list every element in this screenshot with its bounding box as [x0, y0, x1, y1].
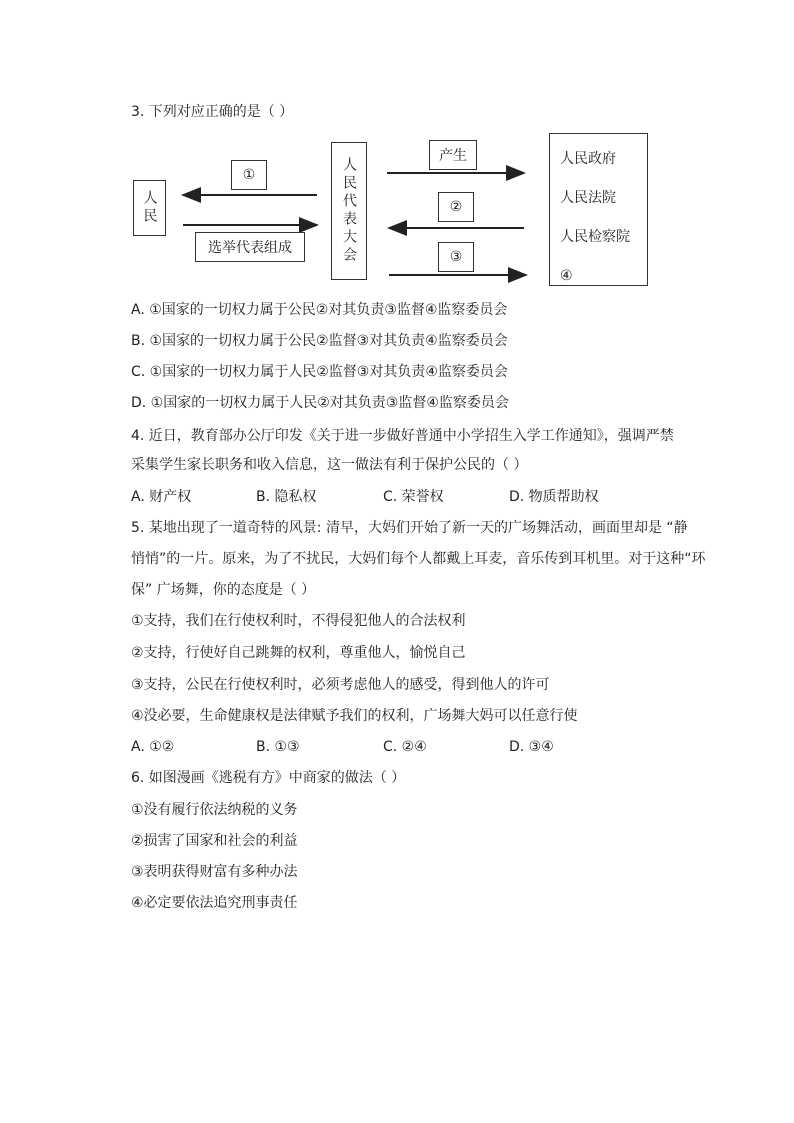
q5-item-1: ①支持，我们在行使权利时，不得侵犯他人的合法权利	[131, 613, 466, 629]
q5-stem-line1: 5. 某地出现了一道奇特的风景: 清早，大妈们开始了新一天的广场舞活动，画面里却是 “静	[131, 520, 688, 536]
q3-option-d[interactable]: D. ①国家的一切权力属于人民②对其负责③监督④监察委员会	[131, 395, 509, 411]
label-2-box: ②	[438, 192, 474, 222]
q4-option-d[interactable]: D. 物质帮助权	[509, 489, 599, 505]
q6-item-1: ①没有履行依法纳税的义务	[131, 802, 298, 818]
q4-option-a[interactable]: A. 财产权	[131, 489, 192, 505]
q6-stem: 6. 如图漫画《逃税有方》中商家的做法（ ）	[131, 770, 406, 786]
q5-option-c[interactable]: C. ②④	[383, 739, 427, 755]
q5-option-b[interactable]: B. ①③	[256, 739, 300, 755]
state-organs-box	[549, 133, 648, 286]
q3-option-a[interactable]: A. ①国家的一切权力属于公民②对其负责③监督④监察委员会	[131, 302, 508, 318]
org-court: 人民法院	[560, 190, 616, 206]
label-3-box: ③	[438, 242, 474, 272]
q3-option-b[interactable]: B. ①国家的一切权力属于公民②监督③对其负责④监察委员会	[131, 333, 508, 349]
q3-option-c[interactable]: C. ①国家的一切权力属于人民②监督③对其负责④监察委员会	[131, 364, 508, 380]
q6-item-3: ③表明获得财富有多种办法	[131, 864, 298, 880]
q5-item-3: ③支持，公民在行使权利时，必须考虑他人的感受，得到他人的许可	[131, 677, 550, 693]
q5-item-4: ④没必要，生命健康权是法律赋予我们的权利，广场舞大妈可以任意行使	[131, 708, 578, 724]
org-blank: ④	[560, 268, 573, 284]
q3-diagram	[131, 130, 671, 290]
q4-option-c[interactable]: C. 荣誉权	[383, 489, 444, 505]
label-elect-box: 选举代表组成	[195, 232, 305, 262]
q5-option-a[interactable]: A. ①②	[131, 739, 175, 755]
label-1-box: ①	[231, 160, 267, 190]
org-procuratorate: 人民检察院	[560, 229, 630, 245]
q5-stem-line3: 保” 广场舞，你的态度是（ ）	[131, 582, 316, 598]
q4-stem-line2: 采集学生家长职务和收入信息，这一做法有利于保护公民的（ ）	[131, 457, 528, 473]
q5-option-d[interactable]: D. ③④	[509, 739, 554, 755]
label-produce-box: 产生	[429, 140, 477, 170]
q4-stem-line1: 4. 近日，教育部办公厅印发《关于进一步做好普通中小学招生入学工作通知》，强调严禁	[131, 428, 674, 444]
q5-item-2: ②支持，行使好自己跳舞的权利，尊重他人，愉悦自己	[131, 645, 466, 661]
q4-option-b[interactable]: B. 隐私权	[256, 489, 317, 505]
q6-item-4: ④必定要依法追究刑事责任	[131, 895, 298, 911]
congress-box: 人民代表大会	[331, 142, 367, 280]
org-government: 人民政府	[560, 151, 616, 167]
q3-stem: 3. 下列对应正确的是（ ）	[131, 104, 294, 120]
q5-stem-line2: 悄悄”的一片。原来，为了不扰民，大妈们每个人都戴上耳麦，音乐传到耳机里。对于这种“环	[131, 551, 706, 567]
people-box: 人民	[133, 180, 166, 236]
q6-item-2: ②损害了国家和社会的利益	[131, 833, 298, 849]
